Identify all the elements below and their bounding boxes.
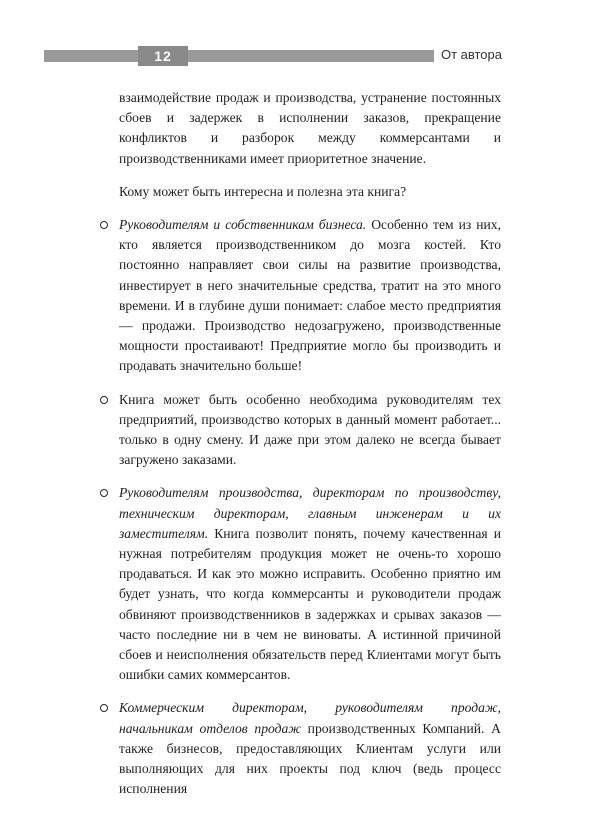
page-number-box — [138, 46, 188, 66]
audience-list — [119, 215, 501, 799]
bullet-circle-icon — [100, 396, 108, 404]
question-paragraph: Кому может быть интересна и полезна эта книга? — [119, 183, 407, 199]
page-number: 12 — [154, 48, 172, 64]
running-title: От автора — [440, 47, 502, 62]
page-body — [119, 88, 501, 813]
item-lead: Руководителям и собственникам бизнеса. — [119, 217, 367, 233]
list-item — [119, 698, 501, 799]
list-item — [119, 390, 501, 471]
item-text: Книга может быть особенно необходима руководителям тех предприятий, производство которых в данный момент работает... только в одну смену. И даже при этом далеко не всегда бывает загружено заказами. — [119, 391, 501, 468]
list-item — [119, 483, 501, 685]
bullet-circle-icon — [100, 489, 108, 497]
page-header — [44, 46, 502, 66]
intro-paragraph: взаимодействие продаж и производства, устранение постоянных сбоев и задержек в исполнении заказов, прекращение конфликтов и разборок между коммерсантами и производственниками имеет приоритетное значение. — [119, 90, 501, 166]
item-text: производственных Компаний. А также бизнесов, предоставляющих Клиентам услуги или выполняющих для них проекты под ключ (ведь процесс исполнения — [119, 720, 502, 797]
list-item — [119, 215, 501, 377]
item-lead: Руководителям производства, директорам по производству, техническим директорам, главным инженерам и их заместителям. — [119, 485, 501, 541]
bullet-circle-icon — [100, 221, 108, 229]
item-text: Книга позволит понять, почему качественная и нужная потребителям продукция может не очень-то хорошо продаваться. И как это можно исправить. Особенно приятно им будет узнать, что когда коммерсанты и руководители продаж обвиняют производственников в задержках и срывах заказов — часто последние ни в чем не виноваты. А истинной причиной сбоев и неисполнения обязательств перед Клиентами могут быть ошибки самих коммерсантов. — [119, 525, 501, 683]
bullet-circle-icon — [100, 704, 108, 712]
item-text: Особенно тем из них, кто является производственником до мозга костей. Кто постоянно направляет свои силы на развитие производства, инвестирует в него значительные средства, тратит на это много времени. И в глубине души понимает: слабое место предприятия — продажи. Производство недозагружено, производственные мощности простаивают! Предприятие могло бы производить и продавать значительно больше! — [119, 217, 502, 374]
item-lead: Коммерческим директорам, руководителям продаж, начальникам отделов продаж — [119, 700, 501, 736]
header-bar — [44, 50, 434, 62]
